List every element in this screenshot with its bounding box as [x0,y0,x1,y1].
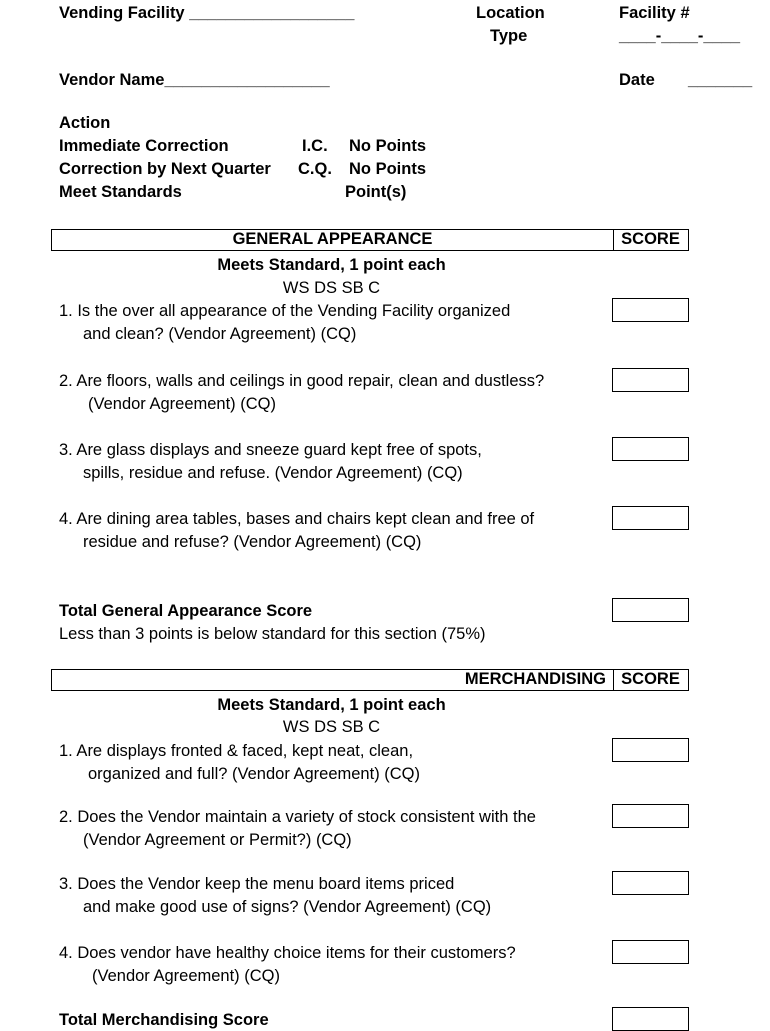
score-column-label: SCORE [621,230,680,248]
legend-label-cq: Correction by Next Quarter [59,160,271,178]
merchandising-title: MERCHANDISING [464,670,606,688]
total-score-note: Less than 3 points is below standard for this section (75%) [59,625,486,643]
legend-code-cq: C.Q. [298,160,332,178]
question-text: 1. Are displays fronted & faced, kept neat, clean, [59,742,414,760]
score-input-box[interactable] [612,940,689,964]
type-label: Type [490,27,528,45]
location-label: Location [476,4,545,22]
general-appearance-title: GENERAL APPEARANCE [232,230,433,248]
question-reference: organized and full? (Vendor Agreement) (CQ) [88,765,421,783]
facility-number-blanks: ____-____-____ [619,27,741,45]
score-column-label: SCORE [621,670,680,688]
score-input-box[interactable] [612,871,689,895]
merchandising-header [51,669,689,691]
total-score-label: Total General Appearance Score [59,602,313,620]
question-reference: (Vendor Agreement) (CQ) [92,967,280,985]
question-reference: (Vendor Agreement or Permit?) (CQ) [83,831,352,849]
score-input-box[interactable] [612,368,689,392]
action-title: Action [59,114,111,132]
legend-points-ms: Point(s) [345,183,407,201]
date-blank: _______ [688,71,753,89]
score-input-box[interactable] [612,804,689,828]
question-text: 4. Are dining area tables, bases and chairs kept clean and free of [59,510,535,528]
question-text: 2. Does the Vendor maintain a variety of stock consistent with the [59,808,536,826]
question-text: 2. Are floors, walls and ceilings in good repair, clean and dustless? [59,372,545,390]
date-label: Date [619,71,655,89]
legend-points-ic: No Points [349,137,426,155]
question-reference: residue and refuse? (Vendor Agreement) (CQ) [83,533,422,551]
question-reference: and make good use of signs? (Vendor Agreement) (CQ) [83,898,492,916]
section-codes: WS DS SB C [282,718,381,736]
legend-label-ms: Meet Standards [59,183,182,201]
section-codes: WS DS SB C [282,279,381,297]
total-score-box[interactable] [612,598,689,622]
question-reference: and clean? (Vendor Agreement) (CQ) [83,325,357,343]
vendor-name-label: Vendor Name__________________ [59,71,330,89]
question-text: 3. Are glass displays and sneeze guard kept free of spots, [59,441,482,459]
vending-facility-label: Vending Facility __________________ [59,4,355,22]
question-reference: (Vendor Agreement) (CQ) [88,395,276,413]
question-text: 1. Is the over all appearance of the Vending Facility organized [59,302,511,320]
score-input-box[interactable] [612,298,689,322]
general-appearance-header [51,229,689,251]
facility-number-label: Facility # [619,4,690,22]
total-score-box[interactable] [612,1007,689,1031]
question-text: 3. Does the Vendor keep the menu board items priced [59,875,455,893]
score-input-box[interactable] [612,437,689,461]
legend-label-ic: Immediate Correction [59,137,229,155]
legend-code-ic: I.C. [302,137,328,155]
total-score-label: Total Merchandising Score [59,1011,269,1029]
section-subtitle: Meets Standard, 1 point each [217,256,446,274]
score-input-box[interactable] [612,506,689,530]
score-input-box[interactable] [612,738,689,762]
section-subtitle: Meets Standard, 1 point each [217,696,446,714]
legend-points-cq: No Points [349,160,426,178]
question-reference: spills, residue and refuse. (Vendor Agreement) (CQ) [83,464,463,482]
question-text: 4. Does vendor have healthy choice items for their customers? [59,944,516,962]
